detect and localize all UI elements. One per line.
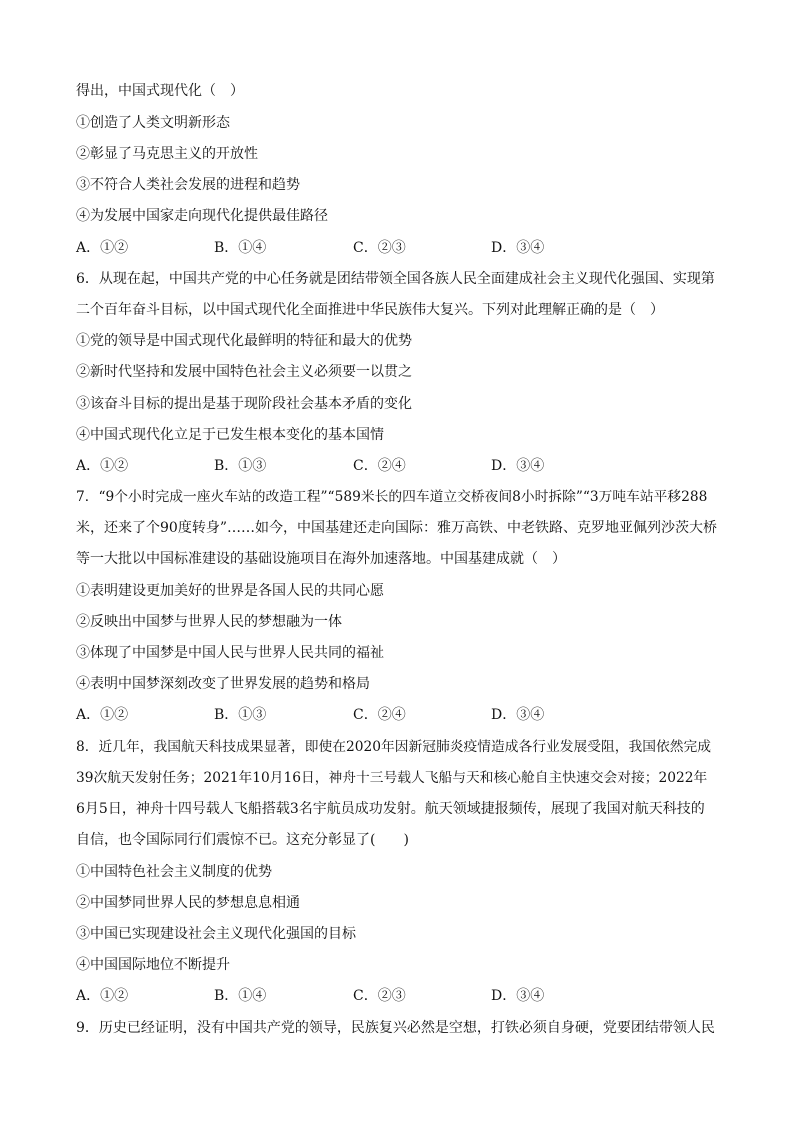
q8-item-4: ④中国国际地位不断提升 <box>76 957 230 973</box>
option-c[interactable]: C．②③ <box>353 240 406 256</box>
q7-options <box>76 705 716 725</box>
q8-stem-line-3: 6月5日，神舟十四号载人飞船搭载3名宇航员成功发射。航天领域捷报频传，展现了我国对航天科技的 <box>76 801 705 817</box>
q6-stem-line-2: 二个百年奋斗目标，以中国式现代化全面推进中华民族伟大复兴。下列对此理解正确的是（ ） <box>76 302 664 318</box>
q7-item-1: ①表明建设更加美好的世界是各国人民的共同心愿 <box>76 583 384 599</box>
q8-item-2: ②中国梦同世界人民的梦想息息相通 <box>76 895 300 911</box>
q6-item-2: ②新时代坚持和发展中国特色社会主义必须要一以贯之 <box>76 364 412 380</box>
q7-item-4: ④表明中国梦深刻改变了世界发展的趋势和格局 <box>76 676 370 692</box>
q7-item-2: ②反映出中国梦与世界人民的梦想融为一体 <box>76 614 342 630</box>
option-c[interactable]: C．②④ <box>353 707 406 723</box>
option-a[interactable]: A．①② <box>76 707 129 723</box>
q6-item-4: ④中国式现代化立足于已发生根本变化的基本国情 <box>76 427 384 443</box>
option-a[interactable]: A．①② <box>76 458 129 474</box>
q5-options <box>76 238 716 258</box>
q8-options <box>76 986 716 1006</box>
q7-stem-line-3: 等一大批以中国标准建设的基础设施项目在海外加速落地。中国基建成就（ ） <box>76 551 566 567</box>
q8-item-1: ①中国特色社会主义制度的优势 <box>76 864 272 880</box>
option-a[interactable]: A．①② <box>76 240 129 256</box>
option-d[interactable]: D．③④ <box>491 458 545 474</box>
option-d[interactable]: D．③④ <box>491 988 545 1004</box>
q6-stem-line-1: 6．从现在起，中国共产党的中心任务就是团结带领全国各族人民全面建成社会主义现代化强国、实现第 <box>76 271 715 287</box>
q8-stem-line-4: 自信，也令国际同行们震惊不已。这充分彰显了( ) <box>76 832 409 848</box>
option-b[interactable]: B．①③ <box>214 458 267 474</box>
option-a[interactable]: A．①② <box>76 988 129 1004</box>
q6-item-3: ③该奋斗目标的提出是基于现阶段社会基本矛盾的变化 <box>76 396 412 412</box>
q8-item-3: ③中国已实现建设社会主义现代化强国的目标 <box>76 926 356 942</box>
q5-item-4: ④为发展中国家走向现代化提供最佳路径 <box>76 208 328 224</box>
q7-stem-line-1: 7．“9个小时完成一座火车站的改造工程”“589米长的四车道立交桥夜间8小时拆除”“3万吨车站平移288 <box>76 489 708 505</box>
option-d[interactable]: D．③④ <box>491 707 545 723</box>
q5-stem-end: 得出，中国式现代化（ ） <box>76 83 244 99</box>
q7-item-3: ③体现了中国梦是中国人民与世界人民共同的福祉 <box>76 645 384 661</box>
q5-item-1: ①创造了人类文明新形态 <box>76 115 230 131</box>
q8-stem-line-2: 39次航天发射任务；2021年10月16日，神舟十三号载人飞船与天和核心舱自主快速交会对接；2022年 <box>76 770 708 786</box>
q5-item-2: ②彰显了马克思主义的开放性 <box>76 146 258 162</box>
q7-stem-line-2: 米，还来了个90度转身”……如今，中国基建还走向国际：雅万高铁、中老铁路、克罗地亚佩列沙茨大桥 <box>76 520 717 536</box>
q5-item-3: ③不符合人类社会发展的进程和趋势 <box>76 177 300 193</box>
option-b[interactable]: B．①④ <box>214 988 267 1004</box>
option-d[interactable]: D．③④ <box>491 240 545 256</box>
q6-options <box>76 456 716 476</box>
option-c[interactable]: C．②④ <box>353 458 406 474</box>
q6-item-1: ①党的领导是中国式现代化最鲜明的特征和最大的优势 <box>76 333 412 349</box>
option-c[interactable]: C．②③ <box>353 988 406 1004</box>
option-b[interactable]: B．①③ <box>214 707 267 723</box>
option-b[interactable]: B．①④ <box>214 240 267 256</box>
q9-stem-line-1: 9．历史已经证明，没有中国共产党的领导，民族复兴必然是空想，打铁必须自身硬，党要团结带领人民 <box>76 1020 715 1036</box>
q8-stem-line-1: 8．近几年，我国航天科技成果显著，即使在2020年因新冠肺炎疫情造成各行业发展受阻，我国依然完成 <box>76 739 711 755</box>
